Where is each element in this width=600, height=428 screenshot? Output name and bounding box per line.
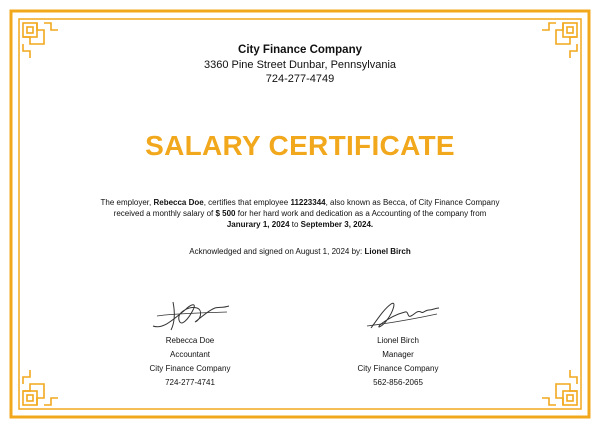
body-text-1: The employer,: [100, 198, 154, 207]
employer-signatory-company: City Finance Company: [149, 364, 231, 373]
certificate-body: [100, 197, 500, 230]
company-name: City Finance Company: [238, 44, 362, 56]
manager-signatory-company: City Finance Company: [357, 364, 439, 373]
employer-signatory-phone: 724-277-4741: [165, 378, 215, 387]
acknowledgement-text: Acknowledged and signed on August 1, 2024 by:: [189, 247, 365, 256]
body-text-5: to: [289, 220, 301, 229]
manager-signatory-role: Manager: [382, 350, 414, 359]
certificate-title: SALARY CERTIFICATE: [145, 130, 455, 161]
employer-signatory-role: Accountant: [169, 350, 211, 359]
employer-name: Rebecca Doe: [153, 198, 204, 207]
corner-ornament-bottom-left: [23, 370, 58, 405]
handwritten-signature-icon: [353, 296, 443, 334]
start-date: Janurary 1, 2024: [226, 220, 290, 229]
employee-id: 11223344: [290, 198, 326, 207]
company-address: 3360 Pine Street Dunbar, Pennsylvania: [203, 59, 397, 71]
corner-ornament-bottom-right: [542, 370, 577, 405]
end-date: September 3, 2024.: [300, 220, 374, 229]
acknowledgement-signer: Lionel Birch: [364, 247, 411, 256]
company-phone: 724-277-4749: [265, 73, 335, 85]
signature-block-employer: [110, 296, 270, 390]
body-text-2: , certifies that employee: [203, 198, 291, 207]
salary-amount: $ 500: [215, 209, 236, 218]
manager-signatory-phone: 562-856-2065: [373, 378, 423, 387]
signature-block-manager: [318, 296, 478, 390]
handwritten-signature-icon: [145, 296, 235, 334]
manager-signatory-name: Lionel Birch: [377, 336, 419, 345]
acknowledgement: [0, 247, 600, 256]
letterhead: [0, 43, 600, 86]
employer-signatory-name: Rebecca Doe: [165, 336, 215, 345]
body-text-3: , also known as Becca, of City Finance Company received a monthly salary of: [113, 198, 500, 218]
body-text-4: for her hard work and dedication as a Accounting of the company from: [235, 209, 487, 218]
